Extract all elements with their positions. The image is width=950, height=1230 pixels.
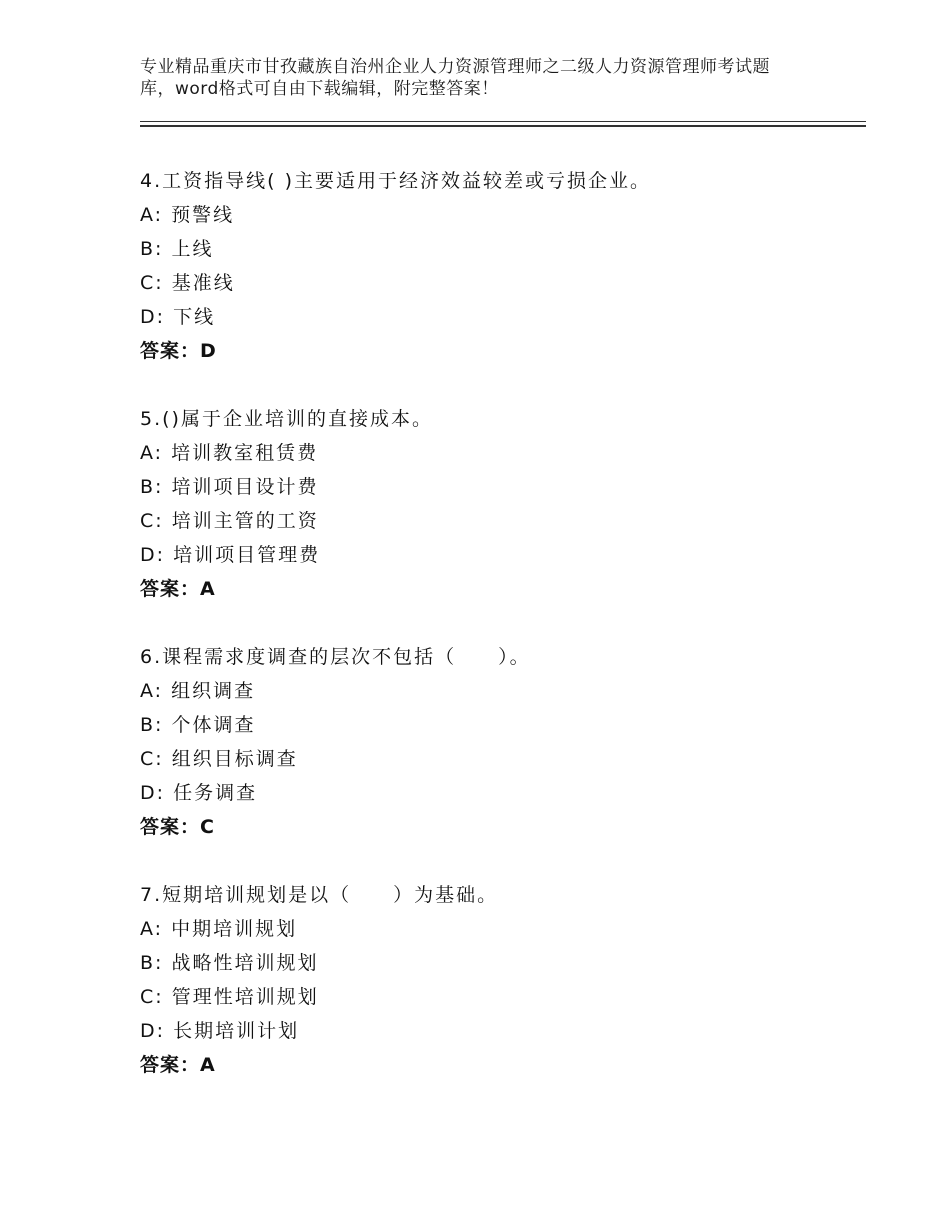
header-line-2: 库，word格式可自由下载编辑，附完整答案！ (140, 79, 499, 99)
option-a: A: 培训教室租赁费 (140, 442, 319, 464)
option-c: C: 管理性培训规划 (140, 986, 319, 1008)
answer-label: 答案：C (140, 816, 215, 838)
option-b: B: 战略性培训规划 (140, 952, 319, 974)
option-c: C: 培训主管的工资 (140, 510, 319, 532)
question-stem: 6.课程需求度调查的层次不包括（ ）。 (140, 646, 531, 668)
option-d: D: 长期培训计划 (140, 1020, 300, 1042)
answer-label: 答案：A (140, 578, 216, 600)
option-a: A: 中期培训规划 (140, 918, 298, 940)
answer-label: 答案：D (140, 340, 217, 362)
option-c: C: 基准线 (140, 272, 235, 294)
option-b: B: 培训项目设计费 (140, 476, 319, 498)
question-stem: 7.短期培训规划是以（ ）为基础。 (140, 884, 499, 906)
option-a: A: 预警线 (140, 204, 235, 226)
question-4 (140, 164, 860, 368)
option-b: B: 个体调查 (140, 714, 256, 736)
option-d: D: 任务调查 (140, 782, 258, 804)
question-7 (140, 878, 860, 1082)
question-stem: 5.()属于企业培训的直接成本。 (140, 408, 433, 430)
answer-label: 答案：A (140, 1054, 216, 1076)
option-d: D: 培训项目管理费 (140, 544, 321, 566)
header-line-1: 专业精品重庆市甘孜藏族自治州企业人力资源管理师之二级人力资源管理师考试题 (140, 57, 770, 77)
header-divider (140, 121, 866, 127)
question-5 (140, 402, 860, 606)
question-6 (140, 640, 860, 844)
question-stem: 4.工资指导线( )主要适用于经济效益较差或亏损企业。 (140, 170, 651, 192)
document-header (140, 56, 840, 100)
option-a: A: 组织调查 (140, 680, 256, 702)
option-b: B: 上线 (140, 238, 214, 260)
option-d: D: 下线 (140, 306, 216, 328)
question-list (140, 164, 860, 1116)
option-c: C: 组织目标调查 (140, 748, 298, 770)
